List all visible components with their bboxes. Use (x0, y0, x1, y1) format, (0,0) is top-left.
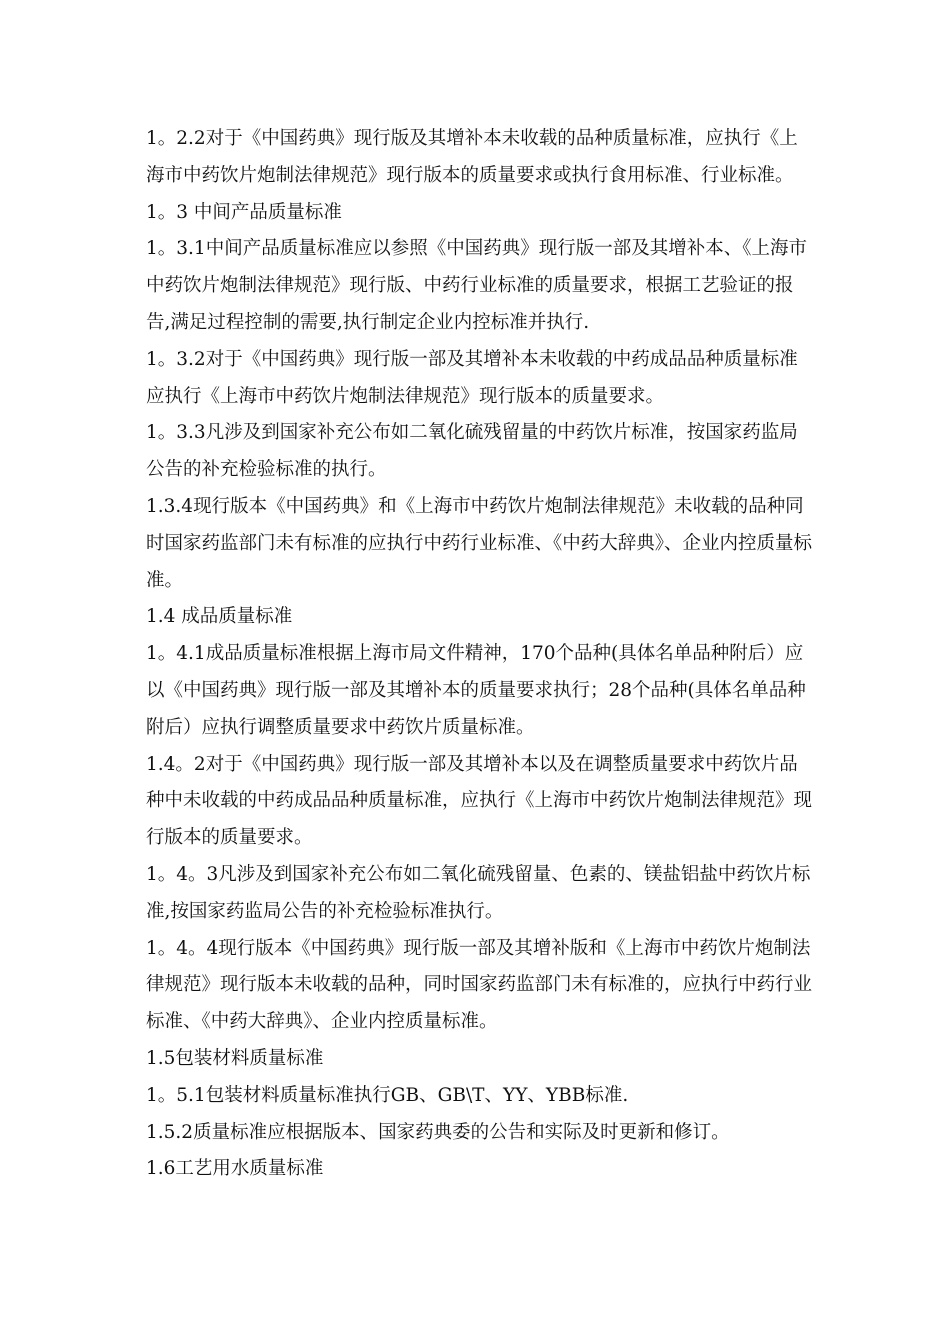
paragraph-1-4-4: 1。4。4现行版本《中国药典》现行版一部及其增补版和《上海市中药饮片炮制法律规范》现行版本未收载的品种，同时国家药监部门未有标准的，应执行中药行业标准、《中药大辞典》、企业内控质量标准。 (146, 937, 813, 1033)
paragraph-1-3-2: 1。3.2对于《中国药典》现行版一部及其增补本未收载的中药成品品种质量标准应执行《上海市中药饮片炮制法律规范》现行版本的质量要求。 (146, 348, 798, 407)
paragraph-1-4-3: 1。4。3凡涉及到国家补充公布如二氧化硫残留量、色素的、镁盐铝盐中药饮片标准,按国家药监局公告的补充检验标准执行。 (146, 863, 811, 922)
paragraph-1-3-3: 1。3.3凡涉及到国家补充公布如二氧化硫残留量的中药饮片标准，按国家药监局公告的补充检验标准的执行。 (146, 422, 798, 481)
paragraph-1-5-1: 1。5.1包装材料质量标准执行GB、GB\T、YY、YBB标准. (146, 1084, 629, 1106)
heading-1-6-process-water-standard: 1.6工艺用水质量标准 (146, 1158, 324, 1180)
paragraph-1-4-1: 1。4.1成品质量标准根据上海市局文件精神，170个品种(具体名单品种附后）应以《中国药典》现行版一部及其增补本的质量要求执行；28个品种(具体名单品种附后）应执行调整质量要求中药饮片质量标准。 (146, 643, 806, 738)
heading-1-3-intermediate-product-standard: 1。3 中间产品质量标准 (146, 201, 342, 223)
paragraph-1-3-1: 1。3.1中间产品质量标准应以参照《中国药典》现行版一部及其增补本、《上海市中药饮片炮制法律规范》现行版、中药行业标准的质量要求，根据工艺验证的报告,满足过程控制的需要,执行制定企业内控标准并执行. (146, 238, 807, 333)
paragraph-1-2-2: 1。2.2对于《中国药典》现行版及其增补本未收载的品种质量标准，应执行《上海市中药饮片炮制法律规范》现行版本的质量要求或执行食用标准、行业标准。 (146, 128, 798, 186)
document-body (146, 121, 816, 1188)
paragraph-1-4-2: 1.4。2对于《中国药典》现行版一部及其增补本以及在调整质量要求中药饮片品种中未收载的中药成品品种质量标准，应执行《上海市中药饮片炮制法律规范》现行版本的质量要求。 (146, 753, 813, 849)
heading-1-5-packaging-material-standard: 1.5包装材料质量标准 (146, 1047, 324, 1069)
heading-1-4-finished-product-standard: 1.4 成品质量标准 (146, 606, 293, 628)
paragraph-1-5-2: 1.5.2质量标准应根据版本、国家药典委的公告和实际及时更新和修订。 (146, 1121, 730, 1143)
paragraph-1-3-4: 1.3.4现行版本《中国药典》和《上海市中药饮片炮制法律规范》未收载的品种同时国家药监部门未有标准的应执行中药行业标准、《中药大辞典》、企业内控质量标准。 (146, 495, 813, 591)
